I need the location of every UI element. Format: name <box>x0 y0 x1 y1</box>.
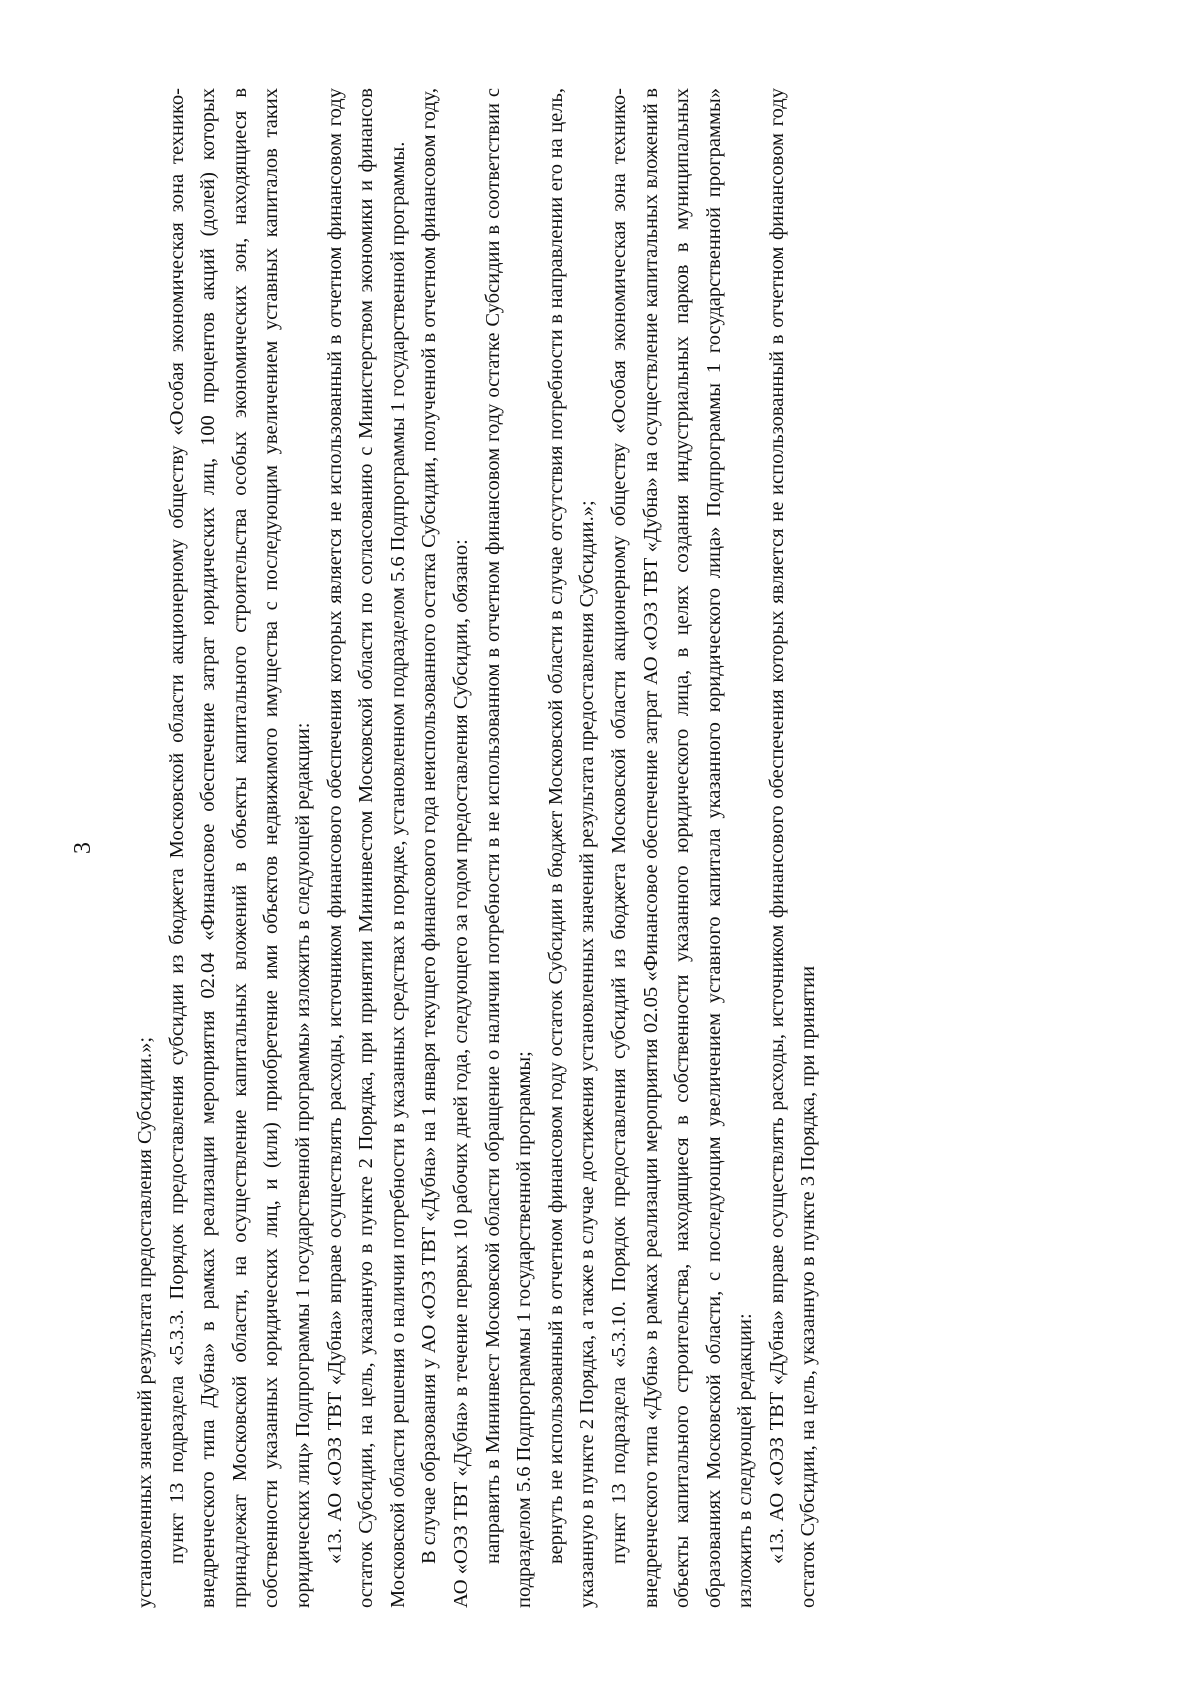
paragraph-7: пункт 13 подраздела «5.3.10. Порядок предоставления субсидий из бюджета Московской области акционерному обществу «Особая экономическая зона технико-внедренческого типа «Дубна» в рамках реализации мероприятия 02.05 «Финансовое обеспечение затрат АО «ОЭЗ ТВТ «Дубна» на осуществление капитальных вложений в объекты капитального строительства, находящиеся в собственности указанного юридического лица, в целях создания индустриальных парков в муниципальных образованиях Московской области, с последующим увеличением уставного капитала указанного юридического лица» Подпрограммы 1 государственной программы» изложить в следующей редакции: <box>607 88 757 1608</box>
paragraph-3: «13. АО «ОЭЗ ТВТ «Дубна» вправе осуществлять расходы, источником финансового обеспечения которых является не использованный в отчетном финансовом году остаток Субсидии, на цель, указанную в пункте 2 Порядка, при принятии Мининвестом Московской области по согласованию с Министерством экономики и финансов Московской области решения о наличии потребности в указанных средствах в порядке, установленном подразделом 5.6 Подпрограммы 1 государственной программы. <box>323 88 409 1608</box>
rotated-page-content <box>70 68 1130 1628</box>
document-body <box>130 88 825 1608</box>
paragraph-4: В случае образования у АО «ОЭЗ ТВТ «Дубна» на 1 января текущего финансового года неиспользованного остатка Субсидии, полученной в отчетном финансовом году, АО «ОЭЗ ТВТ «Дубна» в течение первых 10 рабочих дней года, следующего за годом предоставления Субсидии, обязано: <box>418 88 472 1608</box>
paragraph-1: установленных значений результата предоставления Субсидии.»; <box>134 1036 156 1608</box>
paragraph-8: «13. АО «ОЭЗ ТВТ «Дубна» вправе осуществлять расходы, источником финансового обеспечения которых является не использованный в отчетном финансовом году остаток Субсидии, на цель, указанную в пункте 3 Порядка, при принятии <box>765 88 820 1608</box>
paragraph-6: вернуть не использованный в отчетном финансовом году остаток Субсидии в бюджет Московской области в случае отсутствия потребности в направлении его на цель, указанную в пункте 2 Порядка, а также в случае достижения установленных значений результата предоставления Субсидии.»; <box>544 88 599 1608</box>
paragraph-2: пункт 13 подраздела «5.3.3. Порядок предоставления субсидии из бюджета Московской области акционерному обществу «Особая экономическая зона технико-внедренческого типа Дубна» в рамках реализации мероприятия 02.04 «Финансовое обеспечение затрат юридических лиц, 100 процентов акций (долей) которых принадлежат Московской области, на осуществление капитальных вложений в объекты капитального строительства особых экономических зон, находящиеся в собственности указанных юридических лиц, и (или) приобретение ими объектов недвижимого имущества с последующим увеличением уставных капиталов таких юридических лиц» Подпрограммы 1 государственной программы» изложить в следующей редакции: <box>165 88 314 1608</box>
page-number: 3 <box>70 842 96 854</box>
paragraph-5: направить в Мининвест Московской области обращение о наличии потребности в не использованном в отчетном финансовом году остатке Субсидии в соответствии с подразделом 5.6 Подпрограммы 1 государственной программы; <box>481 88 536 1608</box>
